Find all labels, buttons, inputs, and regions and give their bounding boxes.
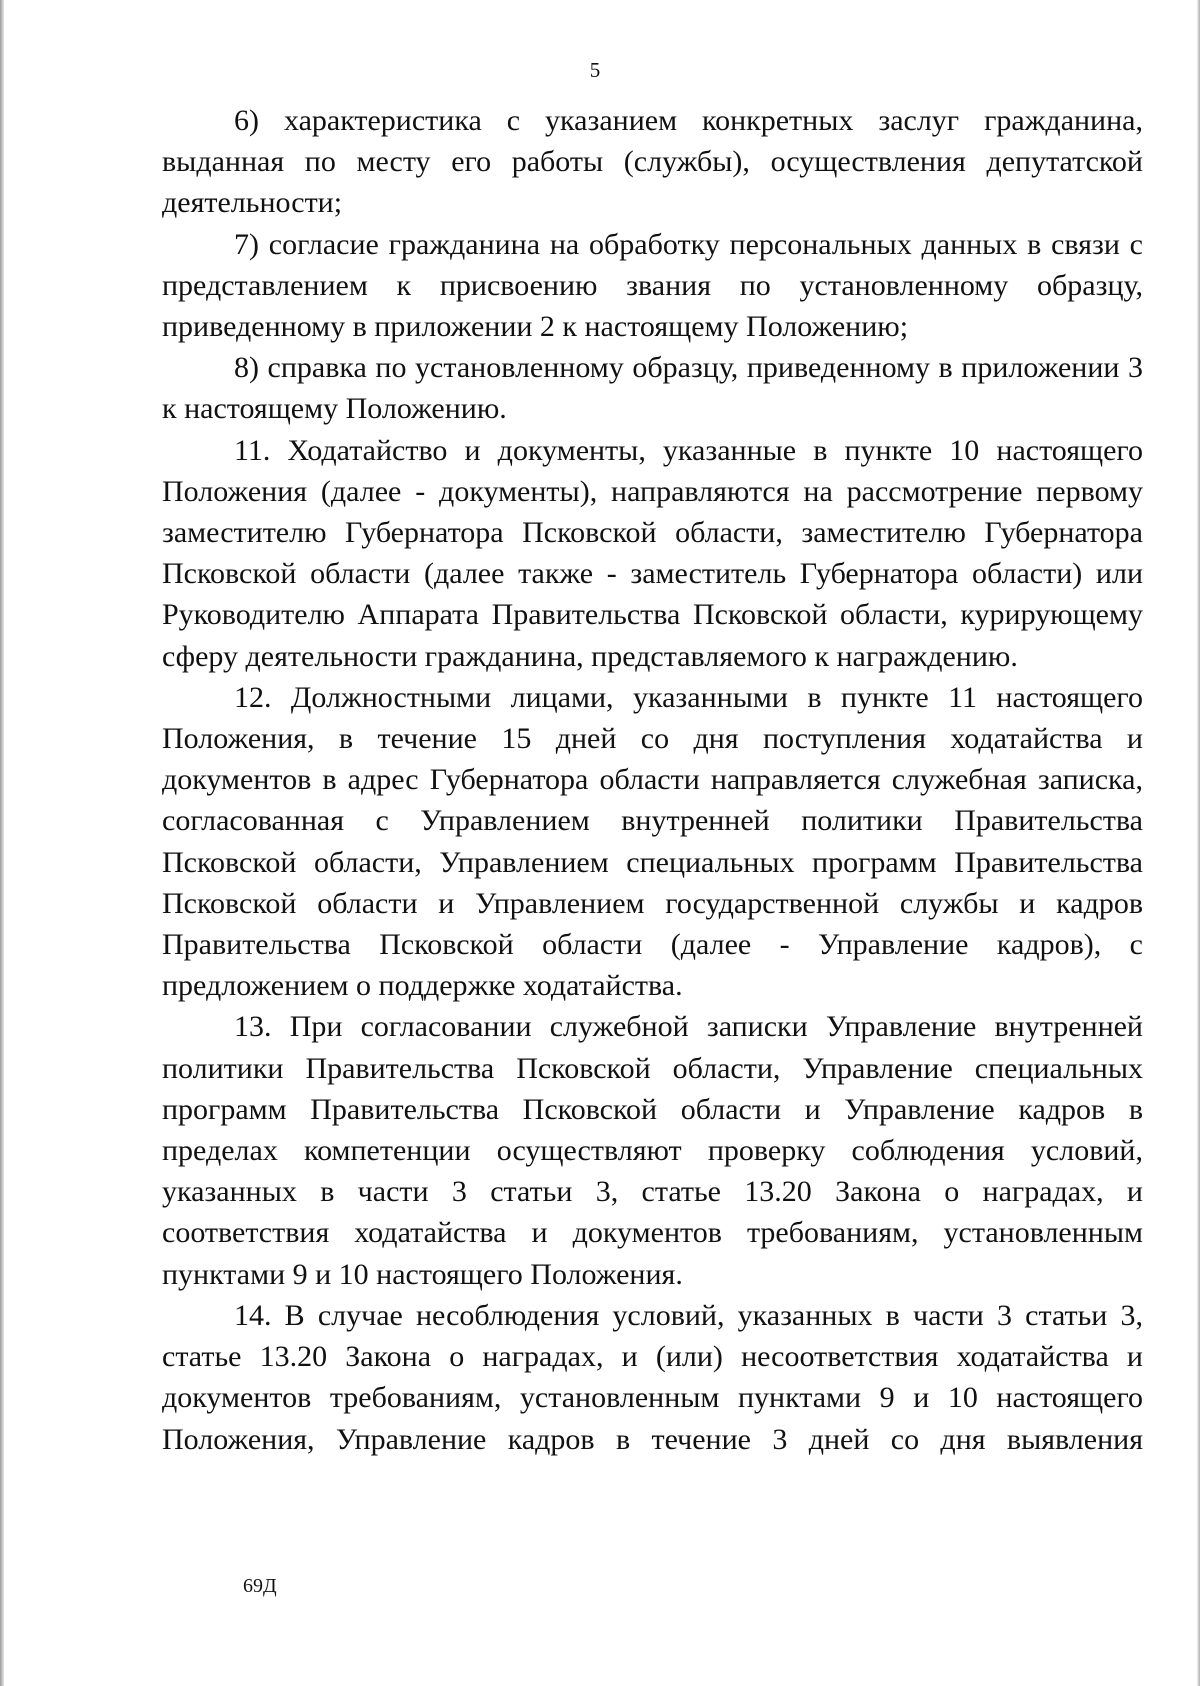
paragraph-clause-12: 12. Должностными лицами, указанными в пункте 11 настоящего Положения, в течение 15 дней со дня поступления ходатайства и документов в адрес Губернатора области направляется служебная записка, согласованная с Управлением внутренней политики Правительства Псковской области, Управлением специальных программ Правительства Псковской области и Управлением государственной службы и кадров Правительства Псковской области (далее - Управление кадров), с предложением о поддержке ходатайства. (162, 680, 1143, 1003)
paragraph-item-6: 6) характеристика с указанием конкретных заслуг гражданина, выданная по месту его работы (службы), осуществления депутатской деятельности; (162, 104, 1143, 220)
document-code: 69Д (243, 1575, 277, 1597)
paragraph-clause-11: 11. Ходатайство и документы, указанные в пункте 10 настоящего Положения (далее - документы), направляются на рассмотрение первому заместителю Губернатора Псковской области, заместителю Губернатора Псковской области (далее также - заместитель Губернатора области) или Руководителю Аппарата Правительства Псковской области, курирующему сферу деятельности гражданина, представляемого к награждению. (162, 433, 1143, 673)
paragraph-item-8: 8) справка по установленному образцу, приведенному в приложении 3 к настоящему Положению. (162, 351, 1143, 426)
document-body (162, 100, 1143, 1460)
paragraph-item-7: 7) согласие гражданина на обработку персональных данных в связи с представлением к присвоению звания по установленному образцу, приведенному в приложении 2 к настоящему Положению; (162, 227, 1143, 344)
page-number: 5 (589, 58, 601, 82)
paragraph-clause-14: 14. В случае несоблюдения условий, указанных в части 3 статьи 3, статье 13.20 Закона о наградах, и (или) несоответствия ходатайства и документов требованиям, установленным пунктами 9 и 10 настоящего Положения, Управление кадров в течение 3 дней со дня выявления (162, 1298, 1143, 1456)
scan-edge-left (0, 0, 4, 1686)
paragraph-clause-13: 13. При согласовании служебной записки Управление внутренней политики Правительства Псковской области, Управление специальных программ Правительства Псковской области и Управление кадров в пределах компетенции осуществляют проверку соблюдения условий, указанных в части 3 статьи 3, статье 13.20 Закона о наградах, и соответствия ходатайства и документов требованиям, установленным пунктами 9 и 10 настоящего Положения. (162, 1010, 1143, 1291)
